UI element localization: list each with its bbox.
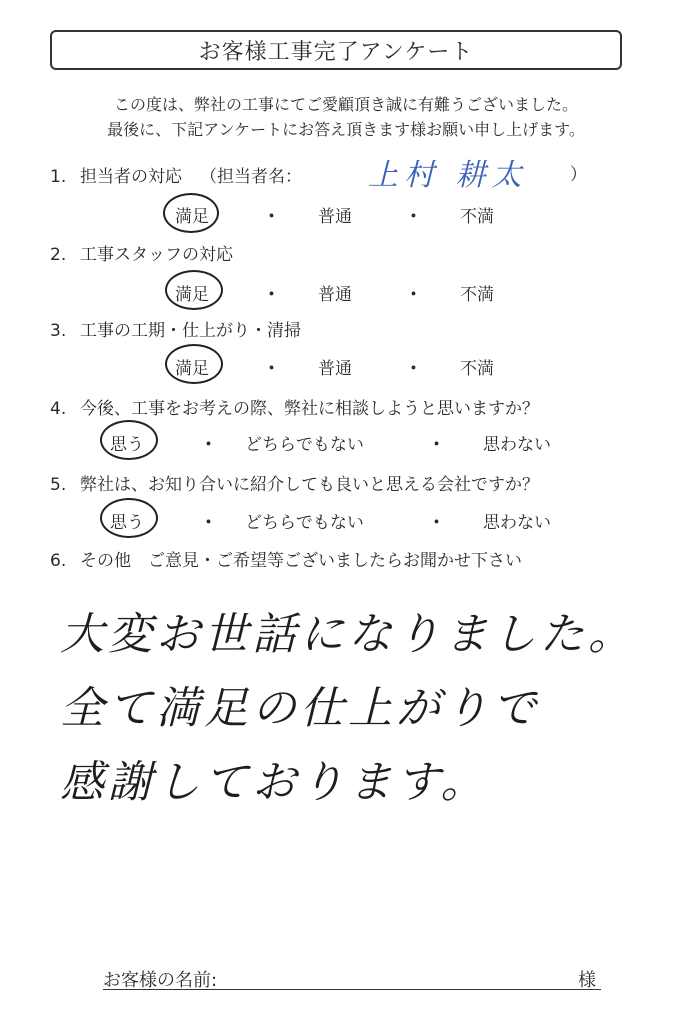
intro-line-2: 最後に、下記アンケートにお答え頂きます様お願い申し上げます。 [107,120,585,139]
question-5 [50,470,539,495]
q1-option-satisfied[interactable]: 満足 [175,207,209,227]
q1-option-normal[interactable]: 普通 [318,207,352,227]
question-2-number: 2. [50,245,67,265]
question-6-number: 6. [50,551,67,571]
q5-option-yes[interactable]: 思う [110,513,144,533]
staff-name-label: （担当者名： [200,167,302,187]
q3-option-normal[interactable]: 普通 [318,359,352,379]
customer-name-underline [103,989,601,990]
customer-name-label: お客様の名前: [103,970,218,991]
question-2-text: 工事スタッフの対応 [80,245,233,265]
q3-separator-2: ・ [405,359,422,379]
intro-line-1: この度は、弊社の工事にてご愛顧頂き誠に有難うございました。 [113,95,578,114]
question-3 [50,316,301,341]
question-1-number: 1. [50,167,67,187]
q3-separator-1: ・ [263,359,280,379]
question-1-text: 担当者の対応 [80,167,182,187]
q2-option-normal[interactable]: 普通 [318,285,352,305]
q3-option-dissatisfied[interactable]: 不満 [460,359,494,379]
q2-separator-2: ・ [405,285,422,305]
q4-option-yes[interactable]: 思う [110,435,144,455]
q4-separator-2: ・ [428,435,445,455]
comment-line-2: 全て満足の仕上がりで [60,683,540,734]
question-6-text: その他 ご意見・ご希望等ございましたらお聞かせ下さい [80,551,522,571]
q5-separator-1: ・ [200,513,217,533]
comment-line-3: 感謝しております。 [60,757,489,808]
question-3-number: 3. [50,321,67,341]
q1-separator-2: ・ [405,207,422,227]
question-5-text: 弊社は、お知り合いに紹介しても良いと思える会社ですか？ [80,475,539,495]
q2-separator-1: ・ [263,285,280,305]
question-4-number: 4. [50,399,67,419]
question-6 [50,546,522,571]
staff-name-paren-close: ） [570,165,587,185]
q1-separator-1: ・ [263,207,280,227]
q5-option-neutral[interactable]: どちらでもない [245,513,364,533]
q2-option-dissatisfied[interactable]: 不満 [460,285,494,305]
q5-option-no[interactable]: 思わない [483,513,551,533]
q4-separator-1: ・ [200,435,217,455]
survey-title: お客様工事完了アンケート [50,30,622,70]
question-5-number: 5. [50,475,67,495]
comment-line-1: 大変お世話になりました。 [60,609,636,660]
q1-option-dissatisfied[interactable]: 不満 [460,207,494,227]
staff-name-handwritten: 上村 耕太 [368,158,528,193]
question-1 [50,162,302,187]
q4-option-no[interactable]: 思わない [483,435,551,455]
q4-option-neutral[interactable]: どちらでもない [245,435,364,455]
q2-option-satisfied[interactable]: 満足 [175,285,209,305]
q5-separator-2: ・ [428,513,445,533]
question-4-text: 今後、工事をお考えの際、弊社に相談しようと思いますか？ [80,399,539,419]
question-2 [50,240,233,265]
question-4 [50,394,539,419]
q3-option-satisfied[interactable]: 満足 [175,359,209,379]
question-3-text: 工事の工期・仕上がり・清掃 [80,321,301,341]
customer-name-suffix: 様 [578,970,596,991]
